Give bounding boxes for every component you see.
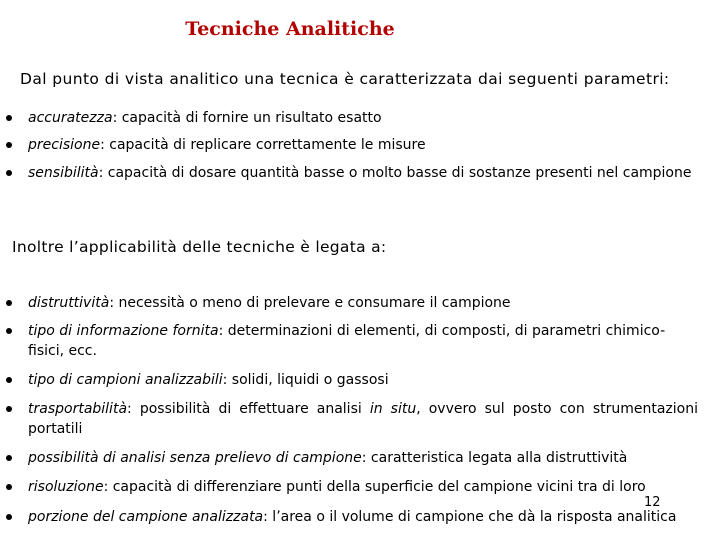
term-tipo-informazione: tipo di informazione fornita (28, 323, 219, 339)
term-precisione: precisione (28, 137, 101, 153)
slide-title: Tecniche Analitiche (185, 18, 395, 40)
definition: : solidi, liquidi o gassosi (222, 372, 389, 388)
term-accuratezza: accuratezza (28, 110, 113, 126)
term-porzione-campione: porzione del campione analizzata (28, 509, 264, 525)
term-in-situ: in situ (369, 401, 417, 417)
list-item-tipo-campioni (28, 370, 698, 390)
list-item-porzione-campione (28, 507, 698, 527)
list-item-distruttivita (28, 293, 698, 313)
definition: : capacità di replicare correttamente le misure (100, 137, 426, 153)
definition: : capacità di dosare quantità basse o molto basse di sostanze presenti nel campione (98, 165, 692, 181)
list-item-risoluzione (28, 477, 698, 497)
bullet-icon (6, 300, 12, 306)
bullet-icon (6, 484, 12, 490)
definition: : determinazioni di elementi, di composti, di parametri chimico-fisici, ecc. (28, 323, 666, 359)
list-item-analisi-senza-prelievo (28, 448, 698, 468)
bullet-icon (6, 142, 12, 148)
intro-text: Dal punto di vista analitico una tecnica è caratterizzata dai seguenti parametri: (20, 70, 670, 88)
bullet-icon (6, 377, 12, 383)
definition: : possibilità di effettuare analisi (127, 401, 370, 417)
bullet-icon (6, 514, 12, 520)
definition: : capacità di fornire un risultato esatto (112, 110, 382, 126)
definition: : l’area o il volume di campione che dà la risposta analitica (263, 509, 677, 525)
section-heading: Inoltre l’applicabilità delle tecniche è legata a: (12, 238, 387, 256)
term-distruttivita: distruttività (28, 295, 110, 311)
definition: : capacità di differenziare punti della superficie del campione vicini tra di loro (103, 479, 646, 495)
term-trasportabilita: trasportabilità (28, 401, 128, 417)
term-risoluzione: risoluzione (28, 479, 104, 495)
bullet-icon (6, 115, 12, 121)
list-item-precisione (28, 135, 698, 155)
bullet-icon (6, 170, 12, 176)
bullet-icon (6, 328, 12, 334)
term-tipo-campioni: tipo di campioni analizzabili (28, 372, 223, 388)
list-item-tipo-informazione (28, 321, 698, 361)
bullet-icon (6, 455, 12, 461)
term-analisi-senza-prelievo: possibilità di analisi senza prelievo di campione (28, 450, 362, 466)
page-number: 12 (644, 495, 661, 510)
list-item-sensibilita (28, 163, 698, 183)
bullet-icon (6, 406, 12, 412)
list-item-trasportabilita (28, 399, 698, 439)
list-item-accuratezza (28, 108, 698, 128)
definition-continued: , ovvero sul posto con strumentazioni portatili (28, 401, 698, 437)
definition: : caratteristica legata alla distruttività (361, 450, 628, 466)
definition: : necessità o meno di prelevare e consumare il campione (109, 295, 511, 311)
term-sensibilita: sensibilità (28, 165, 99, 181)
